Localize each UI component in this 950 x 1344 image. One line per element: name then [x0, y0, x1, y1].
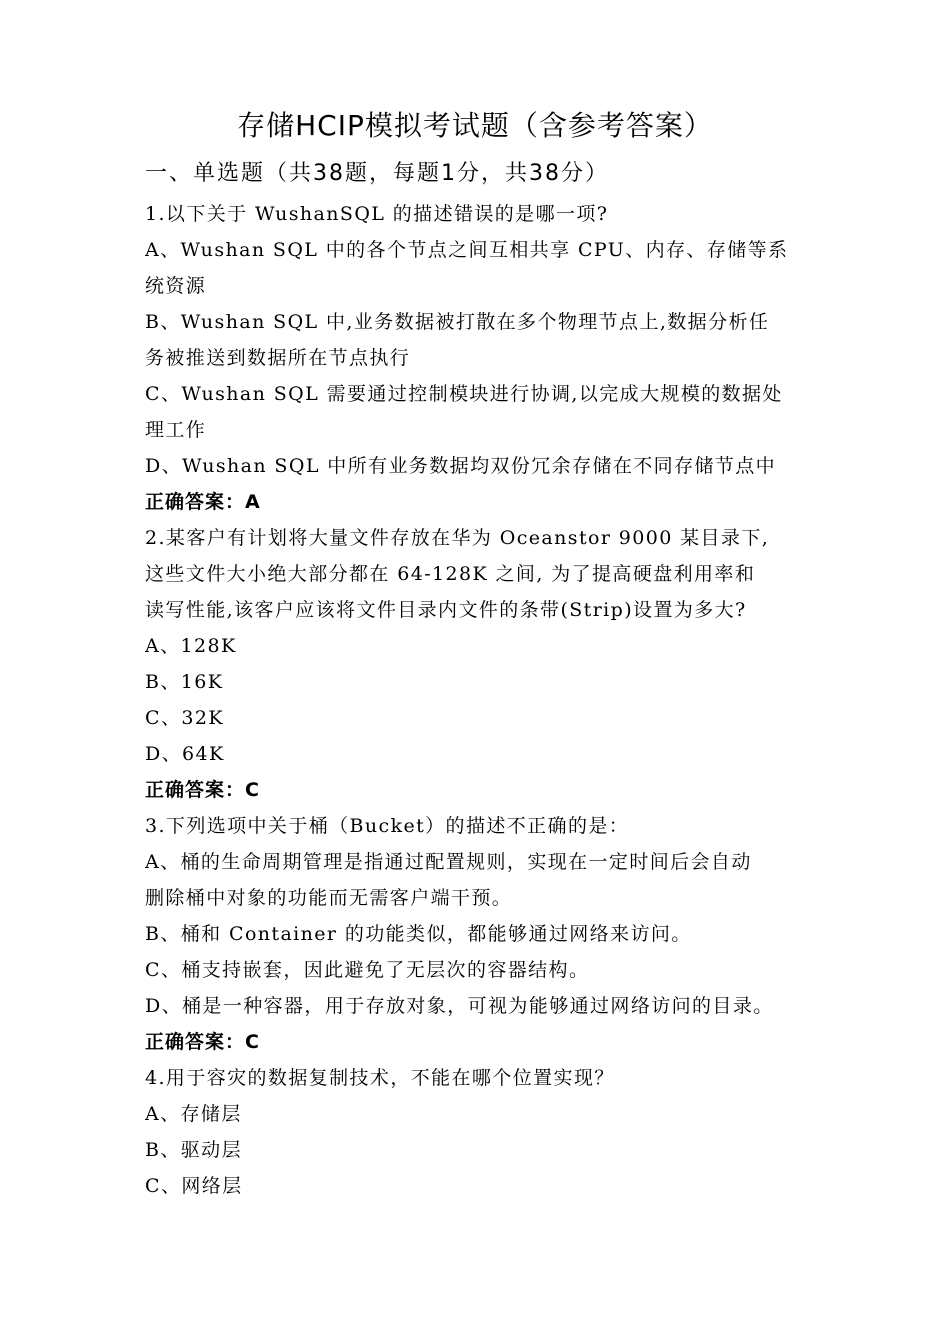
answer-option — [145, 628, 820, 664]
question-block — [145, 196, 820, 520]
answer-option — [145, 988, 820, 1024]
answer-option — [145, 1132, 820, 1168]
answer-option-line: A、128K — [145, 635, 237, 657]
question-block — [145, 520, 820, 808]
answer-option — [145, 736, 820, 772]
question-stem-line: 4.用于容灾的数据复制技术，不能在哪个位置实现？ — [145, 1067, 615, 1089]
answer-option-line: 删除桶中对象的功能而无需客户端干预。 — [145, 887, 513, 909]
answer-option-line: D、Wushan SQL 中所有业务数据均双份冗余存储在不同存储节点中 — [145, 455, 777, 477]
answer-option — [145, 232, 820, 304]
correct-answer: 正确答案：C — [145, 1031, 260, 1053]
section-heading: 一、单选题（共38题，每题1分，共38分） — [145, 161, 609, 186]
question-stem-line: 3.下列选项中关于桶（Bucket）的描述不正确的是： — [145, 815, 630, 837]
question-block — [145, 808, 820, 1060]
answer-option — [145, 700, 820, 736]
answer-option — [145, 448, 820, 484]
answer-option-line: B、桶和 Container 的功能类似，都能够通过网络来访问。 — [145, 923, 692, 945]
answer-option — [145, 952, 820, 988]
document-title: 存储HCIP模拟考试题（含参考答案） — [237, 109, 713, 142]
answer-option — [145, 376, 820, 448]
answer-option-line: A、桶的生命周期管理是指通过配置规则，实现在一定时间后会自动 — [145, 851, 752, 873]
answer-option — [145, 1168, 820, 1204]
answer-option-line: C、Wushan SQL 需要通过控制模块进行协调,以完成大规模的数据处 — [145, 383, 783, 405]
answer-option-line: C、网络层 — [145, 1175, 243, 1197]
answer-option-line: D、64K — [145, 743, 225, 765]
question-stem-line: 读写性能,该客户应该将文件目录内文件的条带(Strip)设置为多大? — [145, 599, 747, 621]
answer-option-line: C、桶支持嵌套，因此避免了无层次的容器结构。 — [145, 959, 590, 981]
answer-option-line: C、32K — [145, 707, 224, 729]
answer-option-line: 统资源 — [145, 275, 207, 297]
answer-option — [145, 916, 820, 952]
question-stem-line: 这些文件大小绝大部分都在 64-128K 之间, 为了提高硬盘利用率和 — [145, 563, 756, 585]
question-stem-line: 2.某客户有计划将大量文件存放在华为 Oceanstor 9000 某目录下, — [145, 527, 770, 549]
answer-option — [145, 844, 820, 916]
answer-option-line: B、Wushan SQL 中,业务数据被打散在多个物理节点上,数据分析任 — [145, 311, 770, 333]
answer-option-line: B、16K — [145, 671, 224, 693]
answer-option-line: D、桶是一种容器，用于存放对象，可视为能够通过网络访问的目录。 — [145, 995, 774, 1017]
answer-option — [145, 304, 820, 376]
answer-option-line: A、存储层 — [145, 1103, 242, 1125]
answer-option-line: B、驱动层 — [145, 1139, 242, 1161]
answer-option-line: A、Wushan SQL 中的各个节点之间互相共享 CPU、内存、存储等系 — [145, 239, 789, 261]
question-list — [145, 196, 820, 1204]
correct-answer: 正确答案：C — [145, 779, 260, 801]
answer-option-line: 务被推送到数据所在节点执行 — [145, 347, 411, 369]
answer-option-line: 理工作 — [145, 419, 207, 441]
answer-option — [145, 664, 820, 700]
question-block — [145, 1060, 820, 1204]
correct-answer: 正确答案：A — [145, 491, 261, 513]
question-stem-line: 1.以下关于 WushanSQL 的描述错误的是哪一项? — [145, 203, 609, 225]
answer-option — [145, 1096, 820, 1132]
